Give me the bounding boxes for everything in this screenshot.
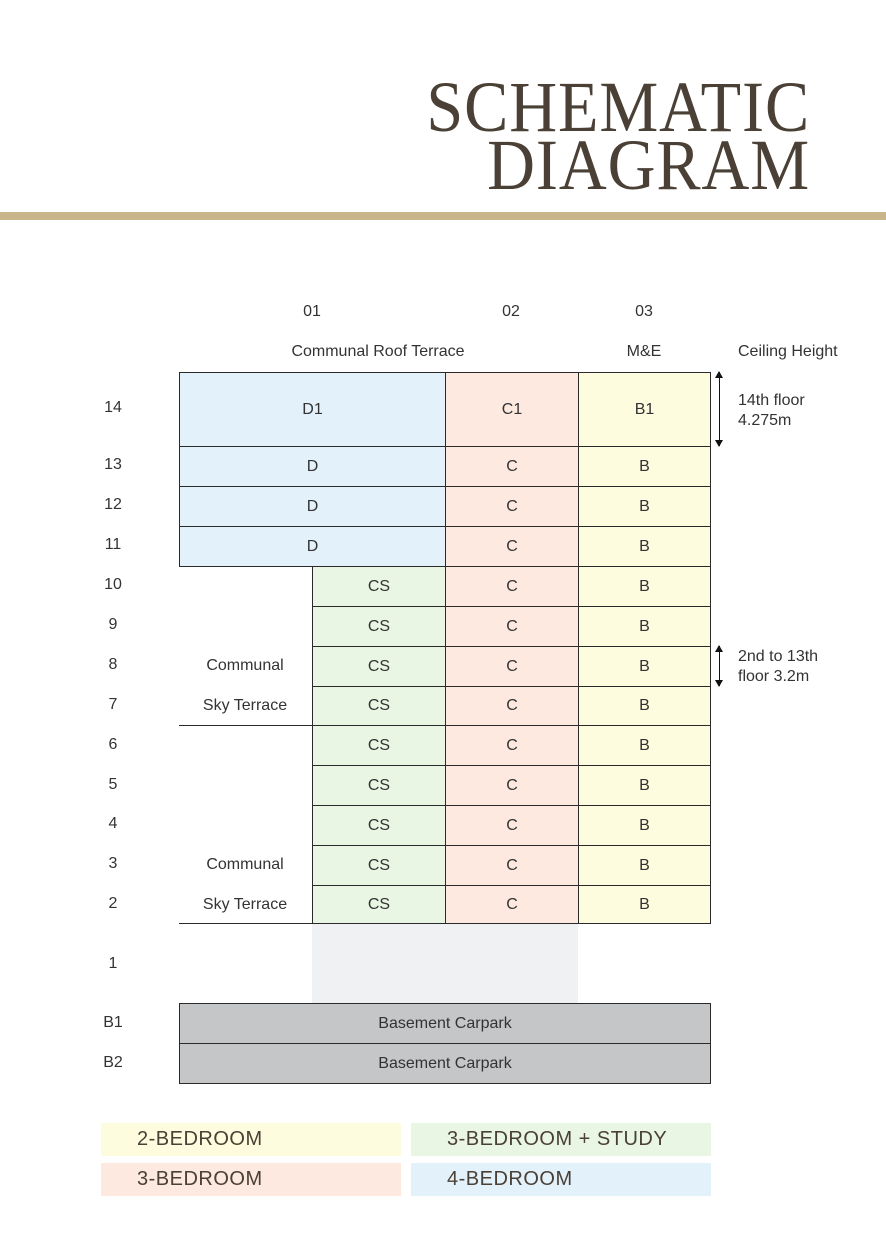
gold-divider bbox=[0, 212, 886, 220]
unit-b-2: B bbox=[578, 885, 711, 924]
unit-b-6: B bbox=[578, 725, 711, 766]
floor-label-9: 9 bbox=[108, 616, 118, 633]
floor-label-2: 2 bbox=[108, 895, 118, 912]
unit-cs-5: CS bbox=[312, 765, 446, 806]
unit-b-8: B bbox=[578, 646, 711, 687]
unit-d-11: D bbox=[179, 526, 446, 567]
unit-b-10: B bbox=[578, 566, 711, 607]
column-header-01: 01 bbox=[303, 303, 321, 320]
floor-label-5: 5 bbox=[108, 776, 118, 793]
unit-c-8: C bbox=[445, 646, 579, 687]
ceiling-note-top: 14th floor 4.275m bbox=[738, 392, 805, 429]
unit-cs-8: CS bbox=[312, 646, 446, 687]
unit-cs-7: CS bbox=[312, 686, 446, 726]
floor-label-4: 4 bbox=[108, 815, 118, 832]
page-title bbox=[426, 67, 810, 205]
floor-label-1: 1 bbox=[108, 955, 118, 972]
column-header-03: 03 bbox=[635, 303, 653, 320]
floor-label-13: 13 bbox=[104, 456, 122, 473]
unit-cs-4: CS bbox=[312, 805, 446, 846]
floor-label-b1: B1 bbox=[103, 1014, 123, 1031]
sky-terrace-upper-label-2: Sky Terrace bbox=[202, 697, 288, 714]
legend-4-bedroom: 4-BEDROOM bbox=[411, 1163, 711, 1196]
unit-b-7: B bbox=[578, 686, 711, 726]
title-line-2: DIAGRAM bbox=[487, 125, 810, 205]
sky-terrace-upper-label-1: Communal bbox=[206, 657, 284, 674]
unit-b-12: B bbox=[578, 486, 711, 527]
unit-c-10: C bbox=[445, 566, 579, 607]
unit-cs-10: CS bbox=[312, 566, 446, 607]
sky-terrace-base-line bbox=[179, 923, 312, 924]
unit-b-13: B bbox=[578, 446, 711, 487]
column-header-02: 02 bbox=[502, 303, 520, 320]
unit-d-12: D bbox=[179, 486, 446, 527]
unit-d1: D1 bbox=[179, 372, 446, 447]
unit-cs-2: CS bbox=[312, 885, 446, 924]
sky-terrace-divider bbox=[179, 725, 312, 726]
ceiling-height-label: Ceiling Height bbox=[738, 343, 838, 360]
unit-b-3: B bbox=[578, 845, 711, 886]
unit-b-11: B bbox=[578, 526, 711, 567]
unit-c1: C1 bbox=[445, 372, 579, 447]
floor-label-8: 8 bbox=[108, 656, 118, 673]
ceiling-height-arrow-mid bbox=[719, 646, 720, 686]
floor-label-14: 14 bbox=[104, 399, 122, 416]
unit-c-5: C bbox=[445, 765, 579, 806]
me-label: M&E bbox=[626, 343, 662, 360]
sky-terrace-lower-label-1: Communal bbox=[206, 856, 284, 873]
floor-label-11: 11 bbox=[104, 536, 122, 553]
unit-b-5: B bbox=[578, 765, 711, 806]
unit-c-3: C bbox=[445, 845, 579, 886]
unit-c-4: C bbox=[445, 805, 579, 846]
unit-c-12: C bbox=[445, 486, 579, 527]
legend-3-bedroom: 3-BEDROOM bbox=[101, 1163, 401, 1196]
ceiling-note-mid: 2nd to 13th floor 3.2m bbox=[738, 648, 819, 685]
title-line-1: SCHEMATIC bbox=[426, 67, 810, 147]
unit-b1: B1 bbox=[578, 372, 711, 447]
floor-label-b2: B2 bbox=[103, 1054, 123, 1071]
unit-c-13: C bbox=[445, 446, 579, 487]
ceiling-height-arrow-top bbox=[719, 372, 720, 446]
floor-label-12: 12 bbox=[104, 496, 122, 513]
unit-cs-3: CS bbox=[312, 845, 446, 886]
legend-2-bedroom: 2-BEDROOM bbox=[101, 1123, 401, 1156]
floor-label-3: 3 bbox=[108, 855, 118, 872]
legend-3-bedroom-study: 3-BEDROOM + STUDY bbox=[411, 1123, 711, 1156]
unit-c-9: C bbox=[445, 606, 579, 647]
floor-label-7: 7 bbox=[108, 696, 118, 713]
communal-roof-terrace-label: Communal Roof Terrace bbox=[291, 343, 465, 360]
floor-label-10: 10 bbox=[104, 576, 122, 593]
basement-b1: Basement Carpark bbox=[179, 1003, 711, 1044]
unit-cs-6: CS bbox=[312, 725, 446, 766]
unit-c-11: C bbox=[445, 526, 579, 567]
unit-c-7: C bbox=[445, 686, 579, 726]
basement-b2: Basement Carpark bbox=[179, 1043, 711, 1084]
unit-cs-9: CS bbox=[312, 606, 446, 647]
unit-c-2: C bbox=[445, 885, 579, 924]
floor-label-6: 6 bbox=[108, 736, 118, 753]
sky-terrace-lower-label-2: Sky Terrace bbox=[202, 896, 288, 913]
unit-c-6: C bbox=[445, 725, 579, 766]
ground-floor-void bbox=[312, 924, 578, 1004]
unit-b-4: B bbox=[578, 805, 711, 846]
unit-d-13: D bbox=[179, 446, 446, 487]
unit-b-9: B bbox=[578, 606, 711, 647]
